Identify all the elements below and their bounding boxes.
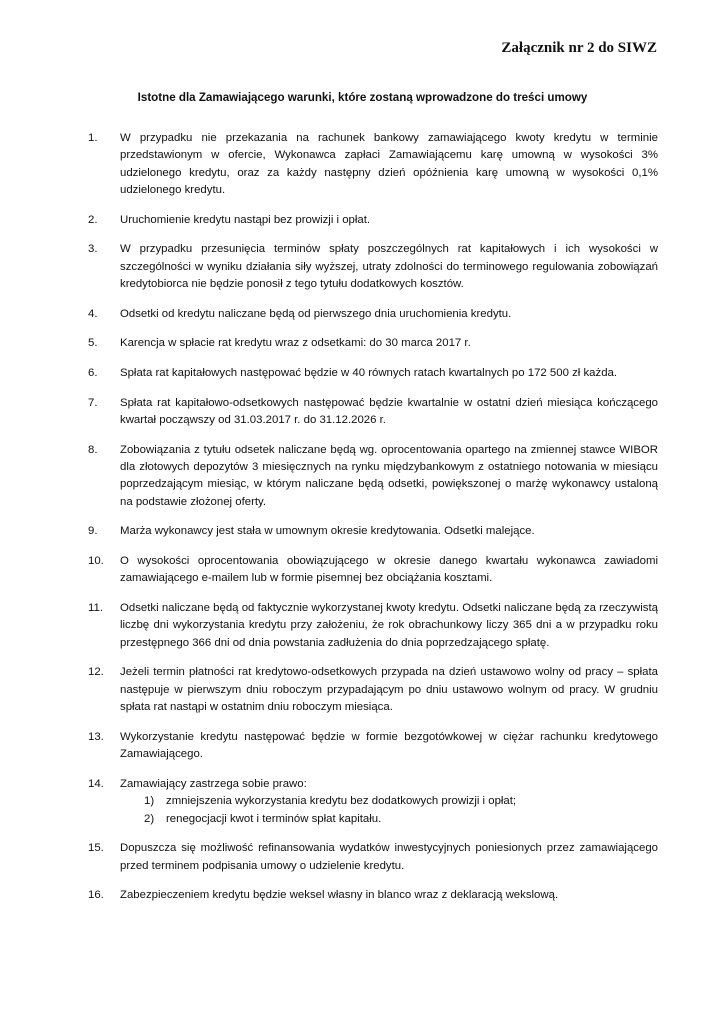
item-text: Spłata rat kapitałowo-odsetkowych następować będzie kwartalnie w ostatni dzień miesiąca kończącego kwartał począwszy od 31.03.2017 r. do 31.12.2026 r. [120, 396, 658, 426]
list-item [88, 523, 658, 540]
item-number: 3. [88, 243, 98, 256]
item-text: Jeżeli termin płatności rat kredytowo-odsetkowych przypada na dzień ustawowo wolny od pracy – spłata następuje w pierwszym dniu roboczym przypadającym po dniu ustawowo wolnym od pracy. W grudniu spłata rat nastąpi w ostatnim dniu roboczym miesiąca. [120, 666, 658, 714]
list-item [88, 306, 658, 323]
item-number: 9. [88, 525, 98, 538]
item-number: 14. [88, 777, 104, 790]
list-item [88, 664, 658, 716]
sub-item-text: zmniejszenia wykorzystania kredytu bez dodatkowych prowizji i opłat; [166, 795, 517, 808]
item-number: 8. [88, 443, 98, 456]
item-number: 1. [88, 132, 98, 144]
item-text: Karencja w spłacie rat kredytu wraz z odsetkami: do 30 marca 2017 r. [120, 337, 471, 350]
item-text: W przypadku przesunięcia terminów spłaty poszczególnych rat kapitałowych i ich wysokości w szczególności w wyniku działania siły wyższej, utraty zdolności do terminowego regulowania zobowiązań kredytobiorca nie będzie ponosił z tego tytułu dodatkowych kosztów. [120, 243, 658, 291]
item-text: W przypadku nie przekazania na rachunek bankowy zamawiającego kwoty kredytu w terminie przedstawionym w ofercie, Wykonawca zapłaci Zamawiającemu karę umowną w wysokości 3% udzielonego kredytu, oraz za każdy następny dzień opóźnienia karę umowną w wysokości 0,1% udzielonego kredytu. [120, 132, 658, 197]
list-item [88, 442, 658, 512]
list-item [88, 335, 658, 352]
item-number: 16. [88, 889, 104, 902]
list-item [88, 776, 658, 828]
list-item [88, 395, 658, 430]
list-item [88, 840, 658, 875]
item-text: O wysokości oprocentowania obowiązującego w okresie danego kwartału wykonawca zawiadomi zamawiającego e-mailem lub w formie pisemnej bez obciążania kosztami. [120, 555, 658, 585]
item-number: 12. [88, 666, 104, 679]
conditions-list [88, 130, 658, 917]
sub-item-number: 1) [144, 795, 155, 808]
item-text: Odsetki naliczane będą od faktycznie wykorzystanej kwoty kredytu. Odsetki naliczane będą za rzeczywistą liczbę dni wykorzystania kredytu przy założeniu, że rok obrachunkowy liczy 365 dni a w przypadku roku przestępnego 366 dni od dnia powstania zadłużenia do dnia poprzedzającego spłatę. [120, 602, 658, 649]
annex-label: Załącznik nr 2 do SIWZ [501, 40, 657, 56]
list-item [88, 241, 658, 293]
page-title: Istotne dla Zamawiającego warunki, które zostaną wprowadzone do treści umowy [137, 91, 588, 104]
item-text: Zamawiający zastrzega sobie prawo: [120, 777, 307, 790]
item-number: 15. [88, 842, 104, 855]
sub-item [144, 811, 658, 828]
item-number: 4. [88, 307, 98, 320]
item-number: 6. [88, 367, 98, 379]
item-number: 13. [88, 730, 104, 743]
sub-item-text: renegocjacji kwot i terminów spłat kapitału. [166, 812, 382, 825]
item-text: Odsetki od kredytu naliczane będą od pierwszego dnia uruchomienia kredytu. [120, 307, 512, 320]
item-text-block [120, 776, 658, 828]
item-number: 7. [88, 396, 98, 409]
list-item [88, 130, 658, 200]
list-item [88, 553, 658, 588]
list-item [88, 212, 658, 229]
list-item [88, 729, 658, 764]
item-number: 11. [88, 602, 103, 614]
item-text: Zobowiązania z tytułu odsetek naliczane będą wg. oprocentowania opartego na zmiennej stawce WIBOR dla złotowych depozytów 3 miesięcznych na rynku międzybankowym z ostatniego notowania w miesiącu poprzedzającym miesiąc, w którym naliczane będą odsetki, powiększonej o marżę wykonawcy ustaloną na podstawie złożonej oferty. [120, 443, 658, 508]
item-number: 10. [88, 555, 104, 567]
sub-item-number: 2) [144, 812, 155, 825]
item-text: Marża wykonawcy jest stała w umownym okresie kredytowania. Odsetki malejące. [120, 525, 535, 538]
item-number: 5. [88, 337, 98, 350]
item-text: Dopuszcza się możliwość refinansowania wydatków inwestycyjnych poniesionych przez zamawiającego przed terminem podpisania umowy o udzielenie kredytu. [120, 842, 658, 872]
sub-item [144, 793, 658, 810]
item-text: Zabezpieczeniem kredytu będzie weksel własny in blanco wraz z deklaracją wekslową. [120, 889, 559, 902]
item-text: Spłata rat kapitałowych następować będzie w 40 równych ratach kwartalnych po 172 500 zł każda. [120, 367, 618, 379]
item-text: Wykorzystanie kredytu następować będzie w formie bezgotówkowej w ciężar rachunku kredytowego Zamawiającego. [120, 730, 658, 761]
list-item [88, 600, 658, 652]
item-text: Uruchomienie kredytu nastąpi bez prowizji i opłat. [120, 213, 371, 226]
list-item [88, 887, 658, 904]
item-number: 2. [88, 213, 98, 226]
list-item [88, 365, 658, 382]
